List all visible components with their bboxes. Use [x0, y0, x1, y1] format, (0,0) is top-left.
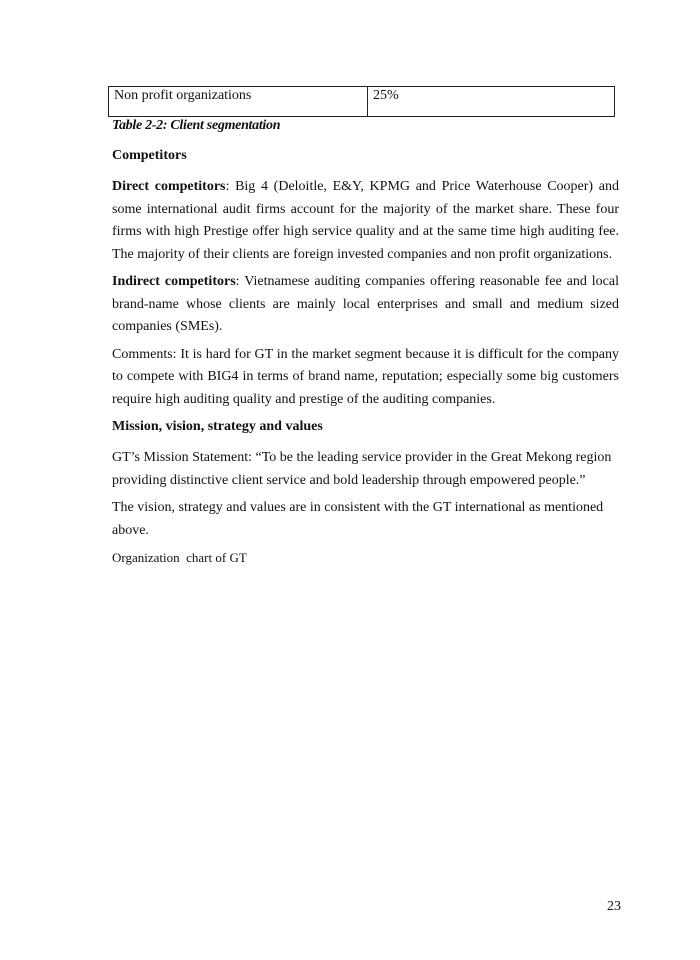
direct-competitors-paragraph [112, 176, 619, 266]
table-caption: Table 2-2: Client segmentation [112, 118, 281, 133]
mission-statement-paragraph: GT’s Mission Statement: “To be the leading service provider in the Great Mekong region providing distinctive client service and bold leadership through empowered people.” [112, 450, 612, 488]
table-row [109, 87, 615, 117]
indirect-competitors-paragraph [112, 271, 619, 339]
org-chart-label: Organization chart of GT [112, 550, 247, 565]
direct-competitors-text: : Big 4 (Deloitle, E&Y, KPMG and Price Waterhouse Cooper) and some international audit firms account for the majority of the market share. These four firms with high Prestige offer high service quality and at the same time high auditing fee. The majority of their clients are foreign invested companies and non profit organizations. [112, 179, 619, 262]
comments-paragraph: Comments: It is hard for GT in the market segment because it is difficult for the company to compete with BIG4 in terms of brand name, reputation; especially some big customers require high auditing quality and prestige of the auditing companies. [112, 346, 619, 407]
competitors-heading: Competitors [112, 148, 187, 163]
page-number: 23 [607, 899, 621, 914]
table-cell-segment: Non profit organizations [109, 87, 368, 117]
client-segmentation-table [108, 86, 615, 117]
indirect-competitors-label: Indirect competitors [112, 274, 236, 289]
mission-heading: Mission, vision, strategy and values [112, 419, 323, 434]
table-cell-share: 25% [368, 87, 615, 117]
indirect-competitors-text: : Vietnamese auditing companies offering reasonable fee and local brand-name whose clients are mainly local enterprises and small and medium sized companies (SMEs). [112, 274, 619, 334]
vision-paragraph: The vision, strategy and values are in consistent with the GT international as mentioned above. [112, 500, 604, 538]
direct-competitors-label: Direct competitors [112, 179, 226, 194]
body-content [112, 145, 619, 568]
